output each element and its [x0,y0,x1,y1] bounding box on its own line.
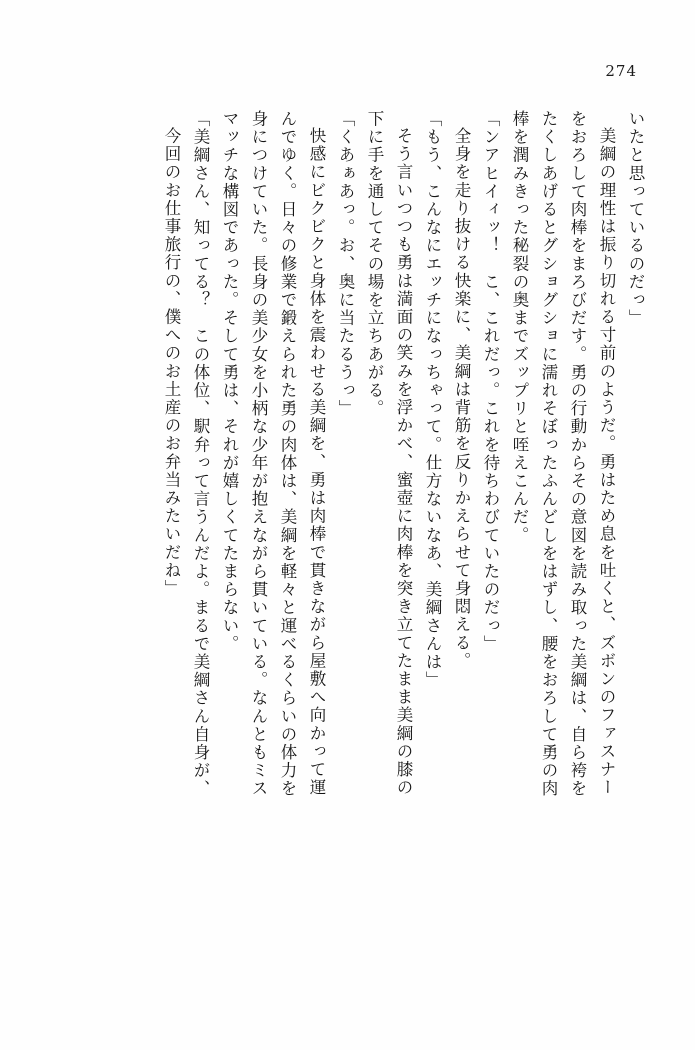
text-column: をおろして肉棒をまろびだす。勇の行動からその意図を読み取った美綱は、自ら袴を [568,110,587,798]
text-column: 快感にビクビクと身体を震わせる美綱を、勇は肉棒で貫きながら屋敷へ向かって運 [307,127,326,797]
text-column: 身につけていた。長身の美少女を小柄な少年が抱えながら貫いている。なんともミス [249,110,268,798]
text-column: 「美綱さん、知ってる？ この体位、駅弁って言うんだよ。まるで美綱さん自身が、 [191,110,210,798]
text-column: 今回のお仕事旅行の、僕へのお土産のお弁当みたいだね」 [162,127,181,598]
text-column: 全身を走り抜ける快楽に、美綱は背筋を反りかえらせて身悶える。 [452,127,471,670]
text-column: 「ンアヒイィッ！ こ、これだっ。これを待ちわびていたのだっ」 [481,110,500,653]
text-column: マッチな構図であった。そして勇は、それが嬉しくてたまらない。 [220,110,239,653]
text-column: んでゆく。日々の修業で鍛えられた勇の肉体は、美綱を軽々と運べるくらいの体力を [278,110,297,798]
text-column: いたと思っているのだっ」 [626,110,645,328]
text-column: 「もう、こんなにエッチになっちゃって。仕方ないなあ、美綱さんは」 [423,110,442,690]
text-column: 棒を潤みきった秘裂の奥までズップリと咥えこんだ。 [510,110,529,545]
text-column: 美綱の理性は振り切れる寸前のようだ。勇はため息を吐くと、ズボンのファスナー [597,127,616,797]
text-column: そう言いつつも勇は満面の笑みを浮かべ、蜜壺に肉棒を突き立てたまま美綱の膝の [394,127,413,797]
text-column: たくしあげるとグショグショに濡れそぼったふんどしをはずし、腰をおろして勇の肉 [539,110,558,798]
page-number: 274 [605,62,637,80]
text-column: 下に手を通してその場を立ちあがる。 [365,110,384,418]
vertical-text-body [52,110,643,975]
text-column: 「くあぁあっ。お、奥に当たるうっ」 [336,110,355,418]
